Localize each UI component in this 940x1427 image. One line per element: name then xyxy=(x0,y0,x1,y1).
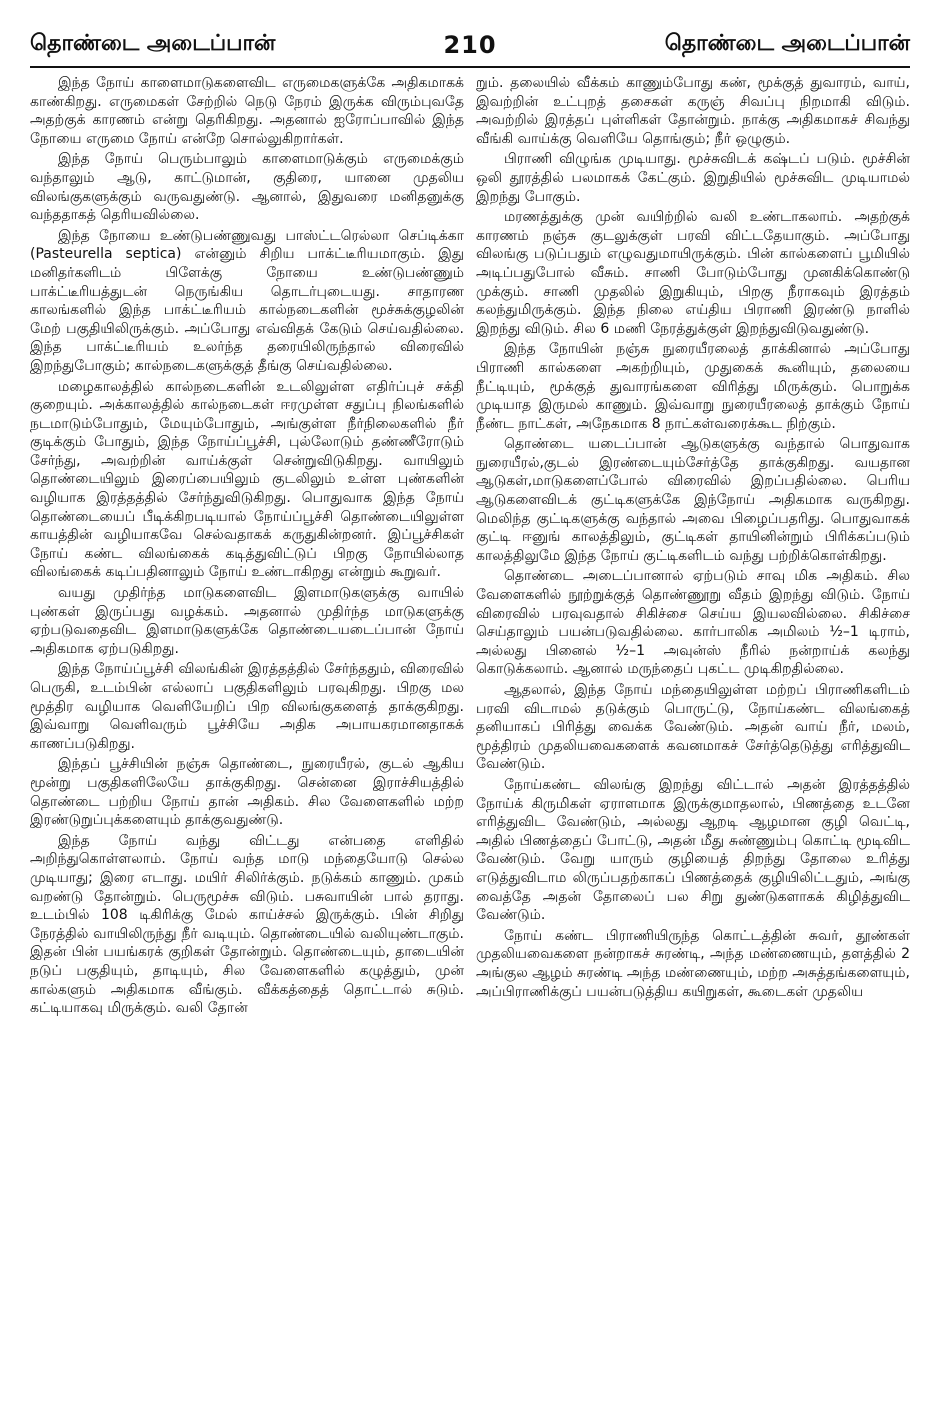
paragraph: வயது முதிர்ந்த மாடுகளைவிட இளமாடுகளுக்கு வாயில் புண்கள் இருப்பது வழக்கம். அதனால் முதிர்ந்த மாடுகளுக்கு ஏற்படுவதைவிட இளமாடுகளுக்கே தொண்டையடைப்பான் நோய் அதிகமாக ஏற்படுகிறது. xyxy=(30,585,464,657)
paragraph: மரணத்துக்கு முன் வயிற்றில் வலி உண்டாகலாம். அதற்குக் காரணம் நஞ்சு குடலுக்குள் பரவி விட்டதேயாகும். அப்போது விலங்கு படுப்பதும் எழுவதுமாயிருக்கும். பின் கால்களைப் பூமியில் அடிப்பதுபோல் வீசும். சாணி போடும்போது முனகிக்கொண்டு முக்கும். சாணி முதலில் இறுகியும், பிறகு நீராகவும் இரத்தம் கலந்துமிருக்கும். இந்த நிலை எய்திய பிராணி இரண்டு நாளில் இறந்து விடும். சில 6 மணி நேரத்துக்குள் இறந்துவிடுவதுண்டு. xyxy=(476,209,910,337)
paragraph: மழைகாலத்தில் கால்நடைகளின் உடலிலுள்ள எதிர்ப்புச் சக்தி குறையும். அக்காலத்தில் கால்நடைகள் ஈரமுள்ள சதுப்பு நிலங்களில் நடமாடும்போதும், மேயும்போதும், அங்குள்ள நீர்நிலைகளில் நீர் குடிக்கும் போதும், இந்த நோய்ப்பூச்சி, புல்லோடும் தண்ணீரோடும் சேர்ந்து, அவற்றின் வாய்க்குள் சென்றுவிடுகிறது. வாயிலும் தொண்டையிலும் இரைப்பையிலும் குடலிலும் உள்ள புண்களின் வழியாக இரத்தத்தில் சேர்ந்துவிடுகிறது. பொதுவாக இந்த நோய் தொண்டையைப் பீடிக்கிறபடியால் நோய்ப்பூச்சி தொண்டையிலுள்ள காயத்தின் வழியாகவே செல்வதாகக் கருதுகின்றனர். இப்பூச்சிகள் நோய் கண்ட விலங்கைக் கடித்துவிட்டுப் பிறகு நோயில்லாத விலங்கைக் கடிப்பதினாலும் நோய் உண்டாகிறது என்றும் கூறுவர். xyxy=(30,378,464,581)
paragraph: இந்த நோயின் நஞ்சு நுரையீரலைத் தாக்கினால் அப்போது பிராணி கால்களை அகற்றியும், முதுகைக் கூனியும், தலையை நீட்டியும், மூக்குத் துவாரங்களை விரித்து மிருக்கும். பொறுக்க முடியாத இருமல் காணும். இவ்வாறு நுரையீரலைத் தாக்கும் நோய் நீண்ட நாட்கள், அநேகமாக 8 நாட்கள்வரைக்கூட நிற்கும். xyxy=(476,341,910,432)
paragraph: இந்த நோய் பெரும்பாலும் காளைமாடுக்கும் எருமைக்கும் வந்தாலும் ஆடு, காட்டுமான், குதிரை, யானை முதலிய விலங்குகளுக்கும் வருவதுண்டு. ஆனால், இதுவரை மனிதனுக்கு வந்ததாகத் தெரியவில்லை. xyxy=(30,151,464,224)
paragraph: பிராணி விழுங்க முடியாது. மூச்சுவிடக் கஷ்டப் படும். மூச்சின் ஒலி தூரத்தில் பலமாகக் கேட்கும். இறுதியில் மூச்சுவிட முடியாமல் இறந்து போகும். xyxy=(476,151,910,205)
paragraph: இந்த நோய் காளைமாடுகளைவிட எருமைகளுக்கே அதிகமாகக் காண்கிறது. எருமைகள் சேற்றில் நெடு நேரம் இருக்க விரும்புவதே அதற்குக் காரணம் என்று தெரிகிறது. அதனால் ஐரோப்பாவில் இந்த நோயை எருமை நோய் என்றே சொல்லுகிறார்கள். xyxy=(30,75,464,147)
paragraph: இந்தப் பூச்சியின் நஞ்சு தொண்டை, நுரையீரல், குடல் ஆகிய மூன்று பகுதிகளிலேயே தாக்குகிறது. சென்னை இராச்சியத்தில் தொண்டை பற்றிய நோய் தான் அதிகம். சில வேளைகளில் மற்ற இரண்டுறுப்புக்களையும் தாக்குவதுண்டு. xyxy=(30,756,464,829)
header-rule xyxy=(30,66,910,68)
page-number: 210 xyxy=(443,31,497,59)
paragraph: இந்த நோய்ப்பூச்சி விலங்கின் இரத்தத்தில் சேர்ந்ததும், விரைவில் பெருகி, உடம்பின் எல்லாப் பகுதிகளிலும் பரவுகிறது. பிறகு மல மூத்திர வழியாக வெளியேறிப் பிற விலங்குகளைத் தாக்குகிறது. இவ்வாறு வெளிவரும் பூச்சியே அதிக அபாயகரமானதாகக் காணப்படுகிறது. xyxy=(30,661,464,752)
right-column xyxy=(476,74,910,1407)
paragraph: தொண்டை அடைப்பானால் ஏற்படும் சாவு மிக அதிகம். சில வேளைகளில் நூற்றுக்குத் தொண்ணூறு வீதம் இறந்து விடும். நோய் விரைவில் பரவுவதால் சிகிச்சை செய்ய இயலவில்லை. சிகிச்சை செய்தாலும் பயன்படுவதில்லை. கார்பாலிக அமிலம் ½–1 டிராம், அல்லது பினைல் ½–1 அவுன்ஸ் நீரில் நன்றாய்க் கலந்து கொடுக்கலாம். ஆனால் மருந்தைப் புகட்ட முடிகிறதில்லை. xyxy=(476,568,910,678)
left-column xyxy=(30,74,464,1407)
running-head-left: தொண்டை அடைப்பான் xyxy=(30,31,276,56)
paragraph: தொண்டை யடைப்பான் ஆடுகளுக்கு வந்தால் பொதுவாக நுரையீரல்,குடல் இரண்டையும்சேர்த்தே தாக்குகிறது. வயதான ஆடுகள்,மாடுகளைப்போல் விரைவில் இறப்பதில்லை. பெரிய ஆடுகளைவிடக் குட்டிகளுக்கே இந்நோய் அதிகமாக வருகிறது. மெலிந்த குட்டிகளுக்கு வந்தால் அவை பிழைப்பதரிது. பொதுவாகக் குட்டி ஈனுங் காலத்திலும், குட்டிகள் தாயினின்றும் பிரிக்கப்படும் காலத்திலுமே இந்த நோய் குட்டிகளிடம் வந்து பற்றிக்கொள்கிறது. xyxy=(476,436,910,564)
paragraph: இந்த நோயை உண்டுபண்ணுவது பாஸ்ட்டரெல்லா செப்டிக்கா (Pasteurella septica) என்னும் சிறிய பாக்ட்டீரியமாகும். இது மனிதர்களிடம் பிளேக்கு நோயை உண்டுபண்ணும் பாக்ட்டீரியத்துடன் நெருங்கிய தொடர்புடையது. சாதாரண காலங்களில் இந்த பாக்ட்டீரியம் கால்நடைகளின் மூச்சுக்குழலின் மேற் பகுதியிலிருக்கும். அப்போது எவ்விதக் கேடும் செய்வதில்லை. இந்த பாக்ட்டீரியம் உலர்ந்த தரையிலிருந்தால் விரைவில் இறந்துபோகும்; கால்நடைகளுக்குத் தீங்கு செய்வதில்லை. xyxy=(30,227,464,374)
paragraph: நோய்கண்ட விலங்கு இறந்து விட்டால் அதன் இரத்தத்தில் நோய்க் கிருமிகள் ஏராளமாக இருக்குமாதலால், பிணத்தை உடனே எரித்துவிட வேண்டும், அல்லது ஆறடி ஆழமான குழி வெட்டி, அதில் பிணத்தைப் போட்டு, அதன் மீது சுண்ணும்பு கொட்டி மூடிவிட வேண்டும். வேறு யாரும் குழியைத் திறந்து தோலை உரித்து எடுத்துவிடாம லிருப்பதற்காகப் பிணத்தைக் குழியிலிட்டதும், அங்கு வைத்தே அதன் தோலைப் பல சிறு துண்டுகளாகக் கிழித்துவிட வேண்டும். xyxy=(476,776,910,924)
paragraph: இந்த நோய் வந்து விட்டது என்பதை எளிதில் அறிந்துகொள்ளலாம். நோய் வந்த மாடு மந்தையோடு செல்ல முடியாது; இரை எடாது. மயிர் சிலிர்க்கும். நடுக்கம் காணும். முகம் வறண்டு தோன்றும். பெருமூச்சு விடும். பசுவாயின் பால் தராது. உடம்பில் 108 டிகிரிக்கு மேல் காய்ச்சல் இருக்கும். பின் சிறிது நேரத்தில் வாயிலிருந்து நீர் வடியும். தொண்டையில் வலியுண்டாகும். இதன் பின் பயங்கரக் குறிகள் தோன்றும். தொண்டையும், தாடையின் நடுப் பகுதியும், தாடியும், சில வேளைகளில் கழுத்தும், முன் கால்களும் அதிகமாக வீங்கும். வீக்கத்தைத் தொட்டால் சுடும். கட்டியாகவு மிருக்கும். வலி தோன் xyxy=(30,832,464,1017)
paragraph: றும். தலையில் வீக்கம் காணும்போது கண், மூக்குத் துவாரம், வாய், இவற்றின் உட்புறத் தசைகள் கருஞ் சிவப்பு நிறமாகி விடும். அவற்றில் இரத்தப் புள்ளிகள் தோன்றும். நாக்கு அதிகமாகச் சிவந்து வீங்கி வாய்க்கு வெளியே தொங்கும்; நீர் ஒழுகும். xyxy=(476,75,910,147)
page-header xyxy=(30,28,910,62)
paragraph: ஆதலால், இந்த நோய் மந்தையிலுள்ள மற்றப் பிராணிகளிடம் பரவி விடாமல் தடுக்கும் பொருட்டு, நோய்கண்ட விலங்கைத் தனியாகப் பிரித்து வைக்க வேண்டும். அதன் வாய் நீர், மலம், மூத்திரம் முதலியவைகளைக் கவனமாகச் சேர்த்தெடுத்து எரித்துவிட வேண்டும். xyxy=(476,682,910,773)
running-head-right: தொண்டை அடைப்பான் xyxy=(664,31,910,56)
paragraph: நோய் கண்ட பிராணியிருந்த கொட்டத்தின் சுவர், தூண்கள் முதலியவைகளை நன்றாகச் சுரண்டி, அந்த மண்ணையும், தளத்தில் 2 அங்குல ஆழம் சுரண்டி அந்த மண்ணையும், மற்ற அசுத்தங்களையும், அப்பிராணிக்குப் பயன்படுத்திய கயிறுகள், கூடைகள் முதலிய xyxy=(476,927,910,1000)
text-columns xyxy=(30,74,910,1407)
